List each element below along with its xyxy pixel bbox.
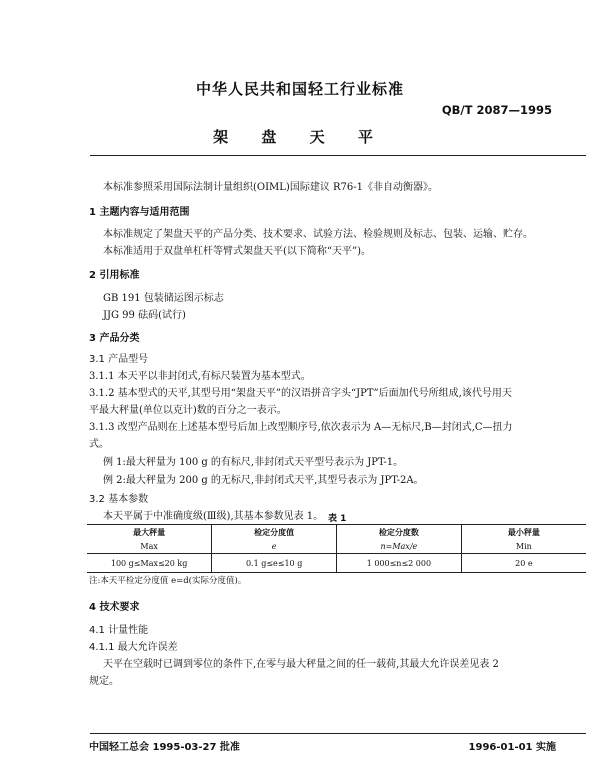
table-cell: 1 000≤n≤2 000 bbox=[337, 554, 462, 573]
section-4-heading: 4 技术要求 bbox=[89, 602, 140, 613]
table-symbol-cell: n=Max/e bbox=[337, 539, 462, 554]
table-header-cell: 最小秤量 bbox=[461, 525, 586, 540]
table-row bbox=[87, 554, 586, 573]
approval-date: 中国轻工总会 1995-03-27 批准 bbox=[89, 742, 240, 753]
intro-text: 本标准参照采用国际法制计量组织(OIML)国际建议 R76-1《非自动衡器》。 bbox=[103, 182, 439, 193]
clause-3-2: 3.2 基本参数 bbox=[89, 494, 149, 505]
table-symbol-cell: Max bbox=[140, 541, 158, 551]
table-header-cell: 检定分度数 bbox=[337, 525, 462, 540]
clause-3-1-3-line-1: 3.1.3 改型产品则在上述基本型号后加上改型顺序号,依次表示为 A—无标尺,B—封闭式,C—扭力 bbox=[89, 422, 513, 433]
section-2-heading: 2 引用标准 bbox=[89, 270, 140, 281]
table-header-cell: 最大秤量 bbox=[87, 525, 212, 540]
table-symbol-row bbox=[87, 539, 586, 554]
table-cell: 0.1 g≤e≤10 g bbox=[212, 554, 337, 573]
standard-org-title: 中华人民共和国轻工行业标准 bbox=[195, 80, 404, 98]
header-divider bbox=[90, 155, 586, 156]
clause-3-1-1: 3.1.1 本天平以非封闭式,有标尺装置为基本型式。 bbox=[89, 371, 311, 382]
table-note: 注:本天平检定分度值 e=d(实际分度值)。 bbox=[89, 576, 247, 586]
clause-4-1: 4.1 计量性能 bbox=[89, 625, 149, 636]
table-symbol-cell: e bbox=[212, 539, 337, 554]
table-cell: 20 e bbox=[461, 554, 586, 573]
standard-number: QB/T 2087—1995 bbox=[441, 103, 552, 117]
table-header-cell: 检定分度值 bbox=[212, 525, 337, 540]
footer-divider bbox=[90, 733, 586, 734]
implementation-date: 1996-01-01 实施 bbox=[468, 742, 556, 753]
clause-4-1-1: 4.1.1 最大允许误差 bbox=[89, 642, 178, 653]
table-caption: 表 1 bbox=[328, 514, 347, 524]
table-header-row bbox=[87, 525, 586, 540]
table-symbol-cell: Min bbox=[461, 539, 586, 554]
table-cell: 100 g≤Max≤20 kg bbox=[87, 554, 212, 573]
section-1-heading: 1 主题内容与适用范围 bbox=[89, 207, 190, 218]
clause-4-1-1-line-1: 天平在空载时已调到零位的条件下,在零与最大秤量之间的任一载荷,其最大允许误差见表 2 bbox=[103, 659, 499, 670]
example-1: 例 1:最大秤量为 100 g 的有标尺,非封闭式天平型号表示为 JPT-1。 bbox=[103, 457, 404, 468]
clause-4-1-1-line-2: 规定。 bbox=[89, 676, 119, 687]
clause-3-1-2-line-2: 平最大秤量(单位以克计)数的百分之一表示。 bbox=[89, 405, 287, 416]
section-1-paragraph-1: 本标准规定了架盘天平的产品分类、技术要求、试验方法、检验规则及标志、包装、运输、贮存。 bbox=[103, 229, 533, 240]
section-3-heading: 3 产品分类 bbox=[89, 333, 140, 344]
section-1-paragraph-2: 本标准适用于双盘单杠杆等臂式架盘天平(以下简称“天平”)。 bbox=[103, 246, 372, 257]
clause-3-2-text: 本天平属于中准确度级(Ⅲ级),其基本参数见表 1。 bbox=[103, 511, 324, 522]
clause-3-1-3-line-2: 式。 bbox=[89, 439, 109, 450]
parameter-table bbox=[87, 524, 586, 573]
clause-3-1-2-line-1: 3.1.2 基本型式的天平,其型号用“架盘天平”的汉语拼音字头“JPT”后面加代号所组成,该代号用天 bbox=[89, 388, 512, 399]
example-2: 例 2:最大秤量为 200 g 的无标尺,非封闭式天平,其型号表示为 JPT-2A。 bbox=[103, 475, 424, 486]
clause-3-1: 3.1 产品型号 bbox=[89, 354, 149, 365]
document-title: 架 盘 天 平 bbox=[213, 128, 387, 146]
reference-gb191: GB 191 包装储运图示标志 bbox=[103, 293, 224, 304]
reference-jjg99: JJG 99 砝码(试行) bbox=[103, 310, 186, 321]
